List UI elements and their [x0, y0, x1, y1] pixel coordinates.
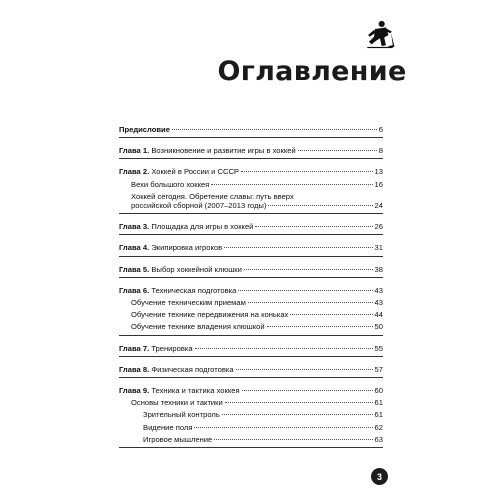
toc-chapter-number: Предисловие [119, 125, 170, 134]
toc-page-number: 61 [374, 398, 383, 408]
section-divider [119, 377, 383, 378]
toc-page-number: 50 [374, 322, 383, 332]
toc-entry-text: Физическая подготовка [149, 364, 234, 374]
section-divider [119, 356, 383, 357]
toc-leader-dots [194, 427, 372, 428]
toc-entry[interactable] [119, 222, 383, 235]
section-divider [119, 137, 383, 138]
toc-page-number: 55 [374, 343, 383, 353]
toc-entry-label [131, 398, 223, 407]
toc-entry-text: Экипировка игроков [149, 243, 223, 253]
toc-leader-dots [267, 326, 373, 327]
toc-entry[interactable] [143, 410, 383, 419]
toc-entry[interactable] [143, 435, 383, 448]
toc-entry[interactable] [143, 423, 383, 432]
toc-entry-label [119, 167, 239, 176]
section-divider [119, 335, 383, 336]
toc-entry-label [119, 286, 236, 295]
toc-leader-dots [211, 184, 372, 185]
section-divider [119, 213, 383, 214]
toc-entry-text: Обучение технике владения клюшкой [131, 322, 265, 332]
toc-chapter-number: Глава 2. [119, 167, 150, 177]
toc-leader-dots [172, 129, 377, 130]
section-divider [119, 234, 383, 235]
toc-entry-label [119, 146, 296, 155]
toc-entry[interactable] [119, 286, 383, 295]
toc-page-number: 44 [374, 310, 383, 320]
toc-entry[interactable] [131, 310, 383, 319]
toc-entry[interactable] [131, 180, 383, 189]
toc-leader-dots [241, 171, 373, 172]
toc-page-number: 38 [374, 264, 383, 274]
toc-page-number: 63 [374, 434, 383, 444]
toc-entry-text: Хоккей сегодня. Обретение славы: путь вверх [131, 191, 294, 201]
toc-chapter-number: Глава 8. [119, 364, 150, 374]
toc-entry-text: Выбор хоккейной клюшки [149, 264, 242, 274]
toc-entry-label [119, 386, 240, 395]
toc-leader-dots [290, 314, 372, 315]
toc-entry[interactable] [119, 243, 383, 256]
toc-entry-label [131, 322, 265, 331]
toc-entry-text: российской сборной (2007–2013 годы) [131, 201, 267, 211]
toc-page-number: 6 [378, 125, 383, 134]
toc-page-number: 62 [374, 422, 383, 432]
toc-entry-text: Игровое мышление [143, 434, 213, 444]
toc-chapter-number: Глава 6. [119, 285, 150, 295]
toc-entry[interactable] [131, 298, 383, 307]
table-of-contents [119, 125, 383, 451]
toc-entry-text: Основы техники и тактики [131, 398, 223, 408]
toc-entry-label [119, 365, 234, 374]
toc-chapter-number: Глава 4. [119, 243, 150, 253]
toc-entry-text: Тренировка [149, 343, 193, 353]
toc-leader-dots [268, 205, 372, 206]
toc-entry-label [131, 298, 246, 307]
toc-entry[interactable] [131, 192, 383, 214]
toc-entry[interactable] [131, 322, 383, 335]
toc-page-number: 57 [374, 364, 383, 374]
toc-leader-dots [298, 150, 377, 151]
toc-entry-text: Возникновение и развитие игры в хоккей [149, 146, 296, 156]
toc-entry[interactable] [119, 265, 383, 278]
toc-entry[interactable] [131, 398, 383, 407]
toc-entry-text: Обучение технике передвижения на коньках [131, 310, 289, 320]
toc-entry-label [143, 410, 220, 419]
toc-entry-label [119, 265, 242, 274]
toc-entry-label [143, 423, 192, 432]
toc-entry-text: Зрительный контроль [143, 410, 220, 420]
toc-entry[interactable] [119, 386, 383, 395]
toc-leader-dots [238, 290, 372, 291]
toc-leader-dots [236, 369, 373, 370]
toc-leader-dots [242, 390, 373, 391]
toc-chapter-number: Глава 1. [119, 146, 150, 156]
toc-entry-label [131, 201, 266, 210]
toc-leader-dots [248, 302, 373, 303]
toc-entry-text: Обучение техническим приемам [131, 298, 246, 308]
toc-page-number: 26 [374, 222, 383, 232]
toc-entry-text: Вехи большого хоккея [131, 179, 210, 189]
toc-entry-label [143, 435, 212, 444]
section-divider [119, 447, 383, 448]
toc-entry-label [119, 344, 193, 353]
toc-leader-dots [255, 226, 372, 227]
toc-leader-dots [195, 348, 373, 349]
toc-page-number: 61 [374, 410, 383, 420]
toc-leader-dots [224, 247, 372, 248]
toc-entry-label [119, 243, 222, 252]
toc-page-number: 60 [374, 386, 383, 396]
toc-entry-text: Площадка для игры в хоккей [149, 222, 254, 232]
toc-page-number: 13 [374, 167, 383, 177]
toc-page-number: 24 [374, 201, 383, 211]
toc-entry-text: Техническая подготовка [149, 285, 237, 295]
toc-chapter-number: Глава 7. [119, 343, 150, 353]
toc-page-number: 8 [378, 146, 383, 156]
toc-entry[interactable] [119, 146, 383, 159]
toc-leader-dots [244, 269, 373, 270]
toc-entry[interactable] [119, 125, 383, 138]
section-divider [119, 256, 383, 257]
toc-leader-dots [214, 439, 372, 440]
toc-chapter-number: Глава 3. [119, 222, 150, 232]
page-number: 3 [371, 468, 388, 485]
toc-entry-label [131, 310, 288, 319]
toc-page-number: 31 [374, 243, 383, 253]
toc-page-number: 43 [374, 298, 383, 308]
hockey-player-icon [363, 18, 397, 52]
toc-entry[interactable] [119, 344, 383, 357]
toc-entry-text: Хоккей в России и СССР [149, 167, 239, 177]
section-divider [119, 277, 383, 278]
toc-page-number: 16 [374, 179, 383, 189]
toc-chapter-number: Глава 5. [119, 264, 150, 274]
toc-entry-text: Видение поля [143, 422, 193, 432]
page-title: Оглавление [217, 56, 407, 87]
toc-entry-label [119, 125, 170, 134]
toc-entry[interactable] [119, 167, 383, 176]
toc-entry-label [131, 180, 209, 189]
toc-page-number: 43 [374, 285, 383, 295]
toc-entry-label [119, 222, 253, 231]
toc-leader-dots [222, 414, 373, 415]
section-divider [119, 158, 383, 159]
toc-chapter-number: Глава 9. [119, 386, 150, 396]
toc-leader-dots [225, 402, 373, 403]
toc-entry-text: Техника и тактика хоккея [149, 386, 240, 396]
toc-entry[interactable] [119, 365, 383, 378]
